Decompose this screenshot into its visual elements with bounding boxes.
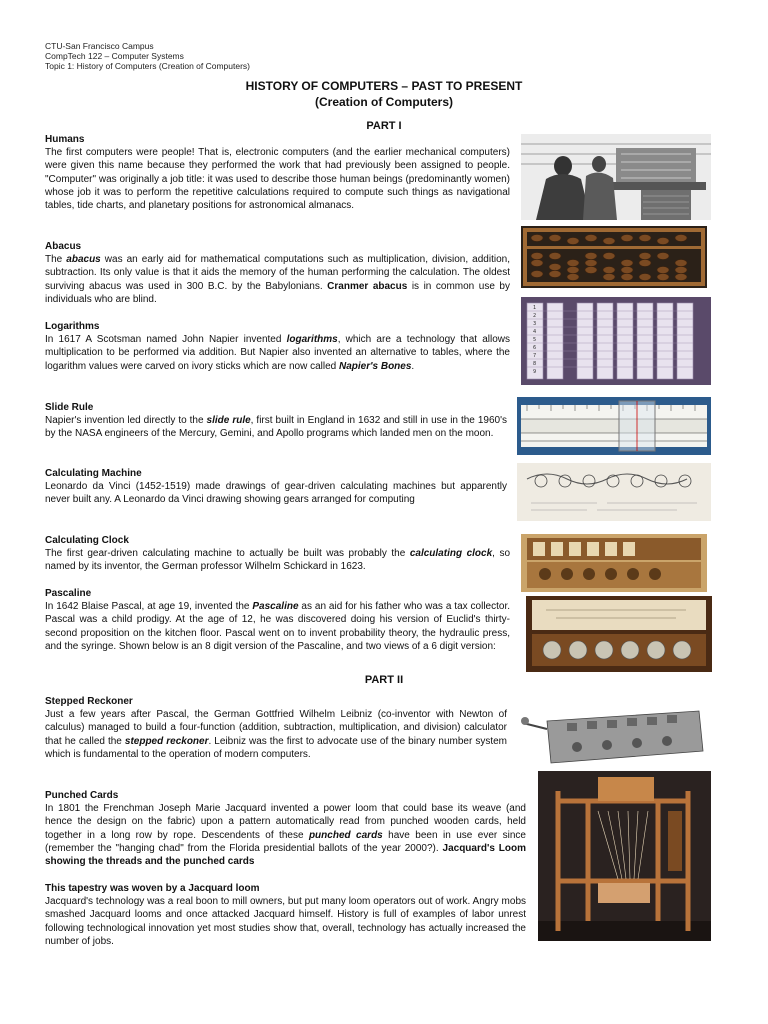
- section-text: In 1642 Blaise Pascal, at age 19, invented the Pascaline as an aid for his father who was a tax collector. Pascal was a child prodigy. At the age of 12, he was discovered doing his version of Euclid's thirty-second proposition on the kitchen floor. Pascal went on to invent probability theory, the hydraulic press, and the syringe. Shown below is an 8 digit version of the Pascaline, and two views of a 6 digit version:: [45, 601, 510, 652]
- section-heading: Pascaline: [45, 588, 92, 599]
- part-2-heading: PART II: [364, 674, 404, 686]
- section-abacus: [45, 240, 510, 306]
- section-pascaline: [45, 587, 510, 653]
- section-tapestry: [45, 882, 526, 948]
- napier-digit: 7: [533, 353, 537, 359]
- napier-digit: 8: [533, 361, 537, 367]
- section-logarithms: [45, 320, 510, 373]
- napier-digit: 1: [533, 305, 537, 311]
- section-heading: This tapestry was woven by a Jacquard loom: [45, 883, 260, 894]
- section-heading: Punched Cards: [45, 790, 119, 801]
- section-heading: Abacus: [45, 241, 82, 252]
- topic-line: Topic 1: History of Computers (Creation of Computers): [45, 61, 251, 71]
- section-stepped-reckoner: [45, 695, 507, 761]
- section-text: In 1801 the Frenchman Joseph Marie Jacquard invented a power loom that could base its weave (and hence the design on the fabric) upon a pattern automatically read from punched wooden cards, held together in a long row by rope. Descendents of these punched cards have been in use ever since (remember the "hanging chad" from the Florida presidential ballots of the year 2000?). Jacquard's Loom showing the threads and the punched cards: [45, 803, 526, 868]
- section-punched-cards: [45, 789, 526, 868]
- section-heading: Calculating Clock: [45, 535, 129, 546]
- section-text: The first gear-driven calculating machine to actually be built was probably the calculating clock, so named by its inventor, the German professor Wilhelm Schickard in 1623.: [45, 548, 511, 573]
- human-computers-image: [521, 134, 711, 220]
- course-line: CompTech 122 – Computer Systems: [45, 51, 184, 61]
- napier-digit: 4: [533, 329, 537, 335]
- napier-digit: 9: [533, 369, 537, 375]
- section-text: In 1617 A Scotsman named John Napier invented logarithms, which are a technology that allows multiplication to be performed via addition. But Napier also invented an alternative to tables, where the logarithm values were carved on ivory sticks which are now called Napier's Bones.: [45, 334, 510, 372]
- section-heading: Logarithms: [45, 321, 100, 332]
- section-heading: Humans: [45, 134, 85, 145]
- napier-digit: 5: [533, 337, 537, 343]
- section-text: The abacus was an early aid for mathematical computations such as multiplication, division, addition, subtraction. Its only value is that it aids the memory of the human performing the calculation. The oldest surviving abacus was used in 300 B.C. by the Babylonians. Cranmer abacus is in common use by individuals who are blind.: [45, 254, 510, 305]
- section-heading: Calculating Machine: [45, 468, 142, 479]
- jacquard-loom-image: [538, 771, 711, 941]
- stepped-reckoner-image: [517, 703, 709, 769]
- section-calculating-machine: [45, 467, 507, 507]
- pascaline-image: [526, 596, 712, 672]
- leonardo-drawing-image: [517, 463, 711, 521]
- abacus-image: [521, 226, 707, 288]
- section-heading: Stepped Reckoner: [45, 696, 133, 707]
- section-humans: [45, 133, 510, 212]
- slide-rule-image: [517, 397, 711, 455]
- section-text: Leonardo da Vinci (1452-1519) made drawings of gear-driven calculating machines but apparently never built any. A Leonardo da Vinci drawing showing gears arranged for computing: [45, 481, 507, 506]
- section-text: Napier's invention led directly to the slide rule, first built in England in 1632 and still in use in the 1960's by the NASA engineers of the Mercury, Gemini, and Apollo programs which landed men on the moon.: [45, 415, 508, 440]
- section-text: Jacquard's technology was a real boon to mill owners, but put many loom operators out of work. Angry mobs smashed Jacquard looms and once attacked Jacquard himself. History is full of examples of labor unrest following technological innovation yet most studies show that, overall, technology has actually increased the number of jobs.: [45, 896, 526, 947]
- section-text: Just a few years after Pascal, the German Gottfried Wilhelm Leibniz (co-inventor with Newton of calculus) managed to build a four-function (addition, subtraction, multiplication, and division) calculator that he called the stepped reckoner. Leibniz was the first to advocate use of the binary number system which is fundamental to the operation of modern computers.: [45, 709, 508, 760]
- campus-line: CTU-San Francisco Campus: [45, 41, 154, 51]
- calculating-clock-image: [521, 534, 707, 592]
- section-slide-rule: [45, 401, 507, 441]
- document-title: HISTORY OF COMPUTERS – PAST TO PRESENT: [245, 79, 523, 93]
- napier-digit: 3: [533, 321, 537, 327]
- course-header: [45, 41, 250, 71]
- document-subtitle: (Creation of Computers): [315, 95, 453, 109]
- section-text: The first computers were people! That is, electronic computers (and the earlier mechanical computers) were given this name because they performed the work that had previously been assigned to people. "Computer" was originally a job title: it was used to describe those human beings (predominantly women) whose job it was to perform the repetitive calculations required to compute such things as navigational tables, tide charts, and planetary positions for astronomical almanacs.: [45, 147, 510, 212]
- napier-digit: 2: [533, 313, 537, 319]
- napier-digit: 6: [533, 345, 537, 351]
- section-calculating-clock: [45, 534, 510, 574]
- napiers-bones-image: [521, 297, 711, 385]
- part-1-heading: PART I: [366, 120, 402, 132]
- section-heading: Slide Rule: [45, 402, 94, 413]
